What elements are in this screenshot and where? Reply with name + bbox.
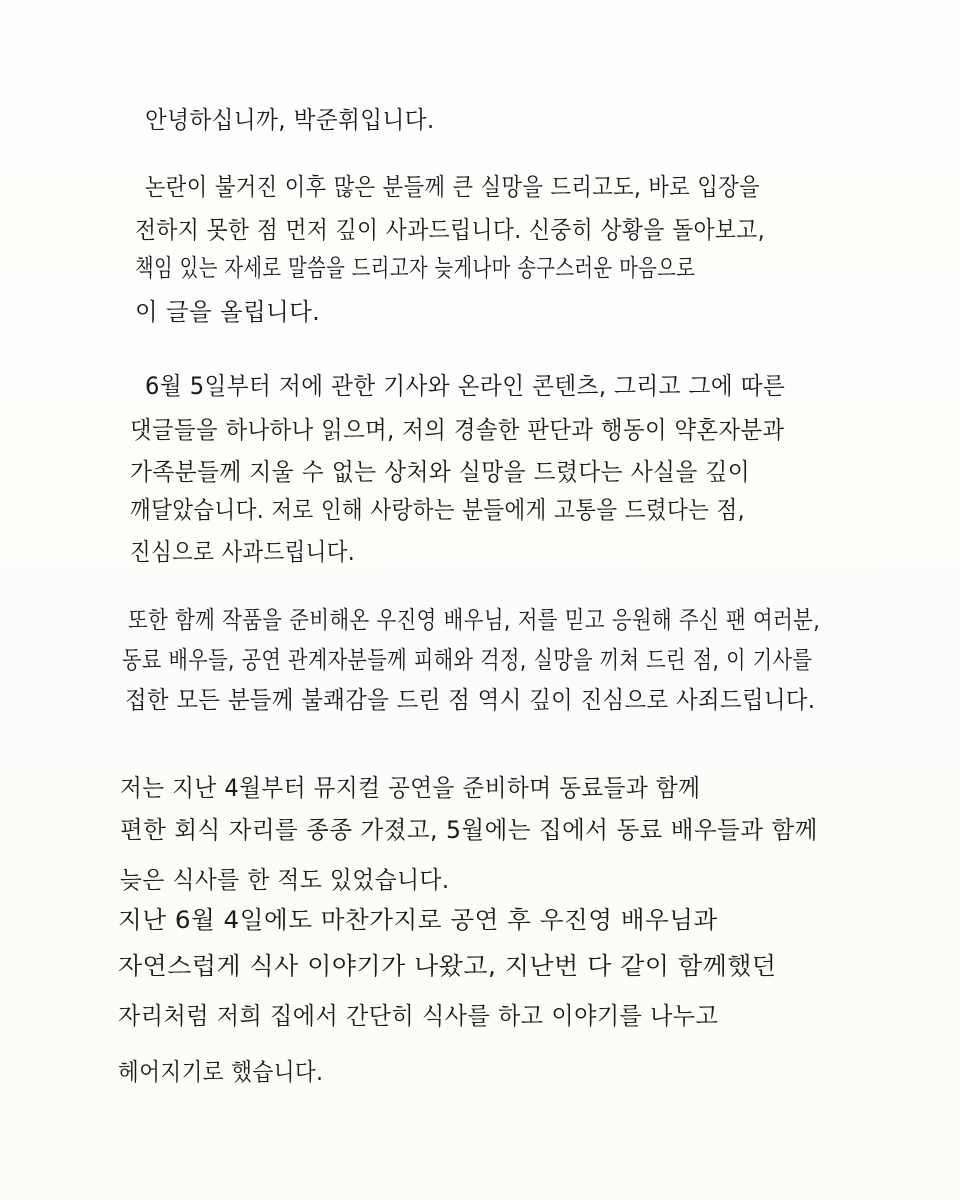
letter-line: 편한 회식 자리를 종종 가졌고, 5월에는 집에서 동료 배우들과 함께: [120, 816, 818, 844]
letter-line: 전하지 못한 점 먼저 깊이 사과드립니다. 신중히 상황을 돌아보고,: [135, 216, 766, 244]
letter-line: 자리처럼 저희 집에서 간단히 식사를 하고 이야기를 나누고: [118, 1002, 719, 1030]
letter-greeting: 안녕하십니까, 박준휘입니다.: [145, 106, 435, 134]
letter-line: 6월 5일부터 저에 관한 기사와 온라인 콘텐츠, 그리고 그에 따른: [145, 372, 786, 400]
letter-line: 진심으로 사과드립니다.: [130, 538, 356, 566]
letter-line: 자연스럽게 식사 이야기가 나왔고, 지난번 다 같이 함께했던: [118, 952, 777, 980]
letter-line: 늦은 식사를 한 적도 있었습니다.: [120, 866, 450, 894]
letter-line: 또한 함께 작품을 준비해온 우진영 배우님, 저를 믿고 응원해 주신 팬 여러분,: [128, 606, 821, 634]
letter-line: 논란이 불거진 이후 많은 분들께 큰 실망을 드리고도, 바로 입장을: [145, 173, 761, 201]
letter-line: 책임 있는 자세로 말씀을 드리고자 늦게나마 송구스러운 마음으로: [135, 254, 696, 282]
letter-line: 지난 6월 4일에도 마찬가지로 공연 후 우진영 배우님과: [118, 906, 718, 934]
letter-line: 동료 배우들, 공연 관계자분들께 피해와 걱정, 실망을 끼쳐 드린 점, 이 기사를: [122, 646, 813, 674]
letter-line: 깨달았습니다. 저로 인해 사랑하는 분들에게 고통을 드렸다는 점,: [130, 496, 745, 524]
letter-line: 저는 지난 4월부터 뮤지컬 공연을 준비하며 동료들과 함께: [120, 774, 701, 802]
letter-line: 이 글을 올립니다.: [135, 298, 321, 326]
letter-line: 가족분들께 지울 수 없는 상처와 실망을 드렸다는 사실을 깊이: [130, 458, 751, 486]
letter-line: 댓글들을 하나하나 읽으며, 저의 경솔한 판단과 행동이 약혼자분과: [130, 416, 785, 444]
letter-line: 접한 모든 분들께 불쾌감을 드린 점 역시 깊이 진심으로 사죄드립니다.: [125, 686, 816, 714]
letter-line: 헤어지기로 했습니다.: [118, 1058, 324, 1086]
